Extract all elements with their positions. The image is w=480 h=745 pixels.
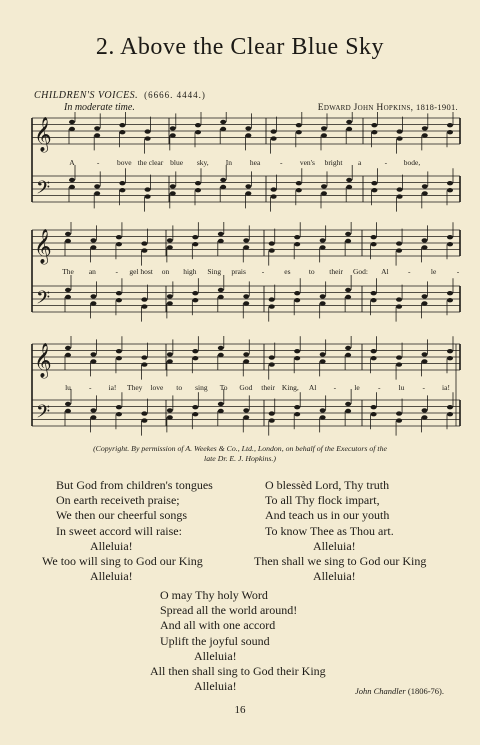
lyric-syllable: lu xyxy=(65,383,71,392)
notehead xyxy=(65,353,71,357)
notehead xyxy=(90,245,96,249)
notehead xyxy=(447,123,453,127)
lyric-syllable: - xyxy=(333,383,337,392)
notehead xyxy=(346,120,352,124)
notehead xyxy=(397,187,403,191)
notehead xyxy=(116,405,122,409)
verse-line: But God from children's tongues xyxy=(56,478,213,492)
notehead xyxy=(218,295,224,299)
notehead xyxy=(141,418,147,422)
lyric-syllable: God xyxy=(239,383,253,392)
notehead xyxy=(371,298,377,302)
notehead xyxy=(69,185,75,189)
notehead xyxy=(345,346,351,350)
notehead xyxy=(296,123,302,127)
notehead xyxy=(345,409,351,413)
system-2-lyrics xyxy=(62,267,460,276)
notehead xyxy=(269,411,275,415)
notehead xyxy=(145,194,151,198)
notehead xyxy=(218,288,224,292)
lyric-syllable: - xyxy=(88,383,92,392)
notehead xyxy=(141,355,147,359)
verse-line: O may Thy holy Word xyxy=(160,588,268,602)
notehead xyxy=(371,291,377,295)
notehead xyxy=(195,123,201,127)
notehead xyxy=(296,130,302,134)
notehead xyxy=(245,133,251,137)
notehead xyxy=(320,352,326,356)
notehead xyxy=(116,356,122,360)
verse-line: O blessèd Lord, Thy truth xyxy=(265,478,390,492)
notehead xyxy=(170,184,176,188)
notehead xyxy=(90,408,96,412)
lyric-syllable: - xyxy=(384,158,388,167)
verse-line: Uplift the joyful sound xyxy=(160,633,270,648)
notehead xyxy=(269,297,275,301)
notehead xyxy=(195,188,201,192)
notehead xyxy=(371,235,377,239)
notehead xyxy=(218,239,224,243)
notehead xyxy=(69,127,75,131)
verse-line: And all with one accord xyxy=(160,618,276,633)
treble-clef-icon: 𝄞 xyxy=(34,343,52,378)
verse-right xyxy=(254,478,427,584)
notehead xyxy=(269,362,275,366)
copyright-line-1: (Copyright. By permission of A. Weekes & Co., Ltd., London, on behalf of the Executors of the xyxy=(93,444,387,453)
lyric-syllable: In xyxy=(225,158,233,167)
notehead xyxy=(65,288,71,292)
bass-clef-icon: 𝄢 xyxy=(36,402,51,427)
notehead xyxy=(422,238,428,242)
notehead xyxy=(422,415,428,419)
lyric-syllable: their xyxy=(261,383,275,392)
notehead xyxy=(167,245,173,249)
notehead xyxy=(167,352,173,356)
bass-clef-icon: 𝄢 xyxy=(36,288,51,313)
notehead xyxy=(65,239,71,243)
notehead xyxy=(90,359,96,363)
notehead xyxy=(192,412,198,416)
notehead xyxy=(245,191,251,195)
notehead xyxy=(371,356,377,360)
notehead xyxy=(245,184,251,188)
system-2-notes xyxy=(65,222,453,322)
lyric-syllable: prais xyxy=(231,267,246,276)
verse-line: Alleluia! xyxy=(313,569,356,584)
notehead xyxy=(447,298,453,302)
lyric-syllable: God: xyxy=(353,267,368,276)
notehead xyxy=(346,178,352,182)
notehead xyxy=(192,405,198,409)
notehead xyxy=(320,301,326,305)
notehead xyxy=(116,291,122,295)
notehead xyxy=(220,127,226,131)
notehead xyxy=(218,402,224,406)
lyric-syllable: ia! xyxy=(108,383,117,392)
notehead xyxy=(447,181,453,185)
notehead xyxy=(345,239,351,243)
verse-line: To all Thy flock impart, xyxy=(265,493,380,508)
notehead xyxy=(371,123,377,127)
notehead xyxy=(119,130,125,134)
notehead xyxy=(320,408,326,412)
notehead xyxy=(90,294,96,298)
lyric-syllable: bode, xyxy=(403,158,421,167)
lyric-syllable: an xyxy=(88,267,96,276)
page-number: 16 xyxy=(234,704,246,716)
notehead xyxy=(397,129,403,133)
lyric-syllable: Al xyxy=(381,267,389,276)
copyright-notice xyxy=(40,444,440,464)
notehead xyxy=(65,295,71,299)
notehead xyxy=(269,304,275,308)
notehead xyxy=(422,133,428,137)
notehead xyxy=(320,238,326,242)
notehead xyxy=(371,405,377,409)
lyric-syllable: ia! xyxy=(442,383,450,392)
notehead xyxy=(447,188,453,192)
notehead xyxy=(345,402,351,406)
notehead xyxy=(447,291,453,295)
music-system-3 xyxy=(0,336,480,440)
lyric-syllable: es xyxy=(284,267,291,276)
notehead xyxy=(320,415,326,419)
system-3-notes xyxy=(65,336,453,436)
notehead xyxy=(167,408,173,412)
notehead xyxy=(119,181,125,185)
verse-line: Then shall we sing to God our King xyxy=(254,554,427,569)
author-credit xyxy=(355,686,444,696)
notehead xyxy=(345,353,351,357)
composer-dates: 1818-1901. xyxy=(416,102,458,112)
treble-clef-icon: 𝄞 xyxy=(34,117,52,152)
notehead xyxy=(65,346,71,350)
notehead xyxy=(69,120,75,124)
notehead xyxy=(145,129,151,133)
notehead xyxy=(245,126,251,130)
notehead xyxy=(218,353,224,357)
system-1-lyrics xyxy=(69,158,420,167)
notehead xyxy=(141,411,147,415)
lyric-syllable: Sing xyxy=(207,267,222,276)
notehead xyxy=(192,291,198,295)
hymn-title: 2. Above the Clear Blue Sky xyxy=(95,34,385,60)
notehead xyxy=(243,238,249,242)
lyric-syllable: sing xyxy=(195,383,208,392)
notehead xyxy=(294,298,300,302)
notehead xyxy=(396,248,402,252)
notehead xyxy=(294,349,300,353)
notehead xyxy=(371,242,377,246)
notehead xyxy=(422,191,428,195)
notehead xyxy=(145,136,151,140)
system-3-lyrics xyxy=(65,383,450,392)
notehead xyxy=(170,133,176,137)
notehead xyxy=(141,241,147,245)
notehead xyxy=(116,412,122,416)
notehead xyxy=(192,356,198,360)
notehead xyxy=(167,238,173,242)
notehead xyxy=(371,349,377,353)
lyric-syllable: lu xyxy=(398,383,405,392)
notehead xyxy=(141,248,147,252)
notehead xyxy=(141,362,147,366)
notehead xyxy=(90,301,96,305)
notehead xyxy=(94,191,100,195)
verse-line: All then shall sing to God their King xyxy=(150,664,326,679)
notehead xyxy=(345,232,351,236)
notehead xyxy=(167,359,173,363)
notehead xyxy=(90,415,96,419)
notehead xyxy=(116,298,122,302)
notehead xyxy=(116,242,122,246)
notehead xyxy=(116,235,122,239)
notehead xyxy=(218,232,224,236)
verse-line: Alleluia! xyxy=(313,538,356,553)
notehead xyxy=(65,409,71,413)
voices-label xyxy=(34,90,206,101)
lyric-syllable: A xyxy=(69,158,75,167)
notehead xyxy=(447,412,453,416)
notehead xyxy=(192,242,198,246)
verse-center xyxy=(150,588,326,694)
lyric-syllable: - xyxy=(96,158,100,167)
verse-line: Alleluia! xyxy=(90,538,133,553)
lyric-syllable: blue xyxy=(170,158,184,167)
verse-line: To know Thee as Thou art. xyxy=(265,523,394,538)
notehead xyxy=(396,355,402,359)
lyric-syllable: - xyxy=(378,383,381,392)
notehead xyxy=(422,126,428,130)
notehead xyxy=(447,130,453,134)
notehead xyxy=(141,304,147,308)
notehead xyxy=(119,123,125,127)
verse-line: Alleluia! xyxy=(194,679,237,694)
notehead xyxy=(243,301,249,305)
lyric-syllable: - xyxy=(261,267,265,276)
verse-line: Spread all the world around! xyxy=(160,603,298,618)
lyric-syllable: - xyxy=(422,383,426,392)
lyric-syllable: on xyxy=(161,267,170,276)
notehead xyxy=(371,412,377,416)
notehead xyxy=(396,411,402,415)
notehead xyxy=(220,178,226,182)
lyric-syllable: Al xyxy=(308,383,317,392)
author-dates: (1806-76). xyxy=(407,686,444,696)
notehead xyxy=(269,355,275,359)
notehead xyxy=(271,194,277,198)
notehead xyxy=(422,301,428,305)
notehead xyxy=(69,178,75,182)
notehead xyxy=(192,298,198,302)
verse-line: We then our cheerful songs xyxy=(56,508,187,523)
lyric-syllable: to xyxy=(176,383,183,392)
music-system-1 xyxy=(0,112,480,214)
notehead xyxy=(243,415,249,419)
notehead xyxy=(65,232,71,236)
notehead xyxy=(422,245,428,249)
notehead xyxy=(294,356,300,360)
notehead xyxy=(218,346,224,350)
notehead xyxy=(145,187,151,191)
notehead xyxy=(396,304,402,308)
notehead xyxy=(371,188,377,192)
notehead xyxy=(294,405,300,409)
notehead xyxy=(296,188,302,192)
notehead xyxy=(90,238,96,242)
notehead xyxy=(422,359,428,363)
notehead xyxy=(396,418,402,422)
notehead xyxy=(345,295,351,299)
notehead xyxy=(371,181,377,185)
composer-name: Edward John Hopkins, xyxy=(317,103,414,113)
notehead xyxy=(94,126,100,130)
notehead xyxy=(243,352,249,356)
lyric-syllable: love xyxy=(150,383,164,392)
lyric-syllable: gel host xyxy=(129,267,153,276)
notehead xyxy=(269,418,275,422)
notehead xyxy=(321,126,327,130)
lyric-syllable: sky, xyxy=(196,158,209,167)
notehead xyxy=(447,235,453,239)
notehead xyxy=(396,241,402,245)
notehead xyxy=(371,130,377,134)
tempo-marking: In moderate time. xyxy=(64,102,135,113)
notehead xyxy=(195,130,201,134)
notehead xyxy=(271,129,277,133)
notehead xyxy=(94,133,100,137)
verse-line: Alleluia! xyxy=(194,648,237,663)
notehead xyxy=(243,294,249,298)
lyric-syllable: their xyxy=(329,267,343,276)
copyright-line-2: late Dr. E. J. Hopkins.) xyxy=(204,454,276,463)
notehead xyxy=(321,191,327,195)
notehead xyxy=(294,291,300,295)
notehead xyxy=(321,133,327,137)
verse-line: And teach us in our youth xyxy=(265,508,390,523)
treble-clef-icon: 𝄞 xyxy=(34,229,52,264)
notehead xyxy=(220,185,226,189)
notehead xyxy=(396,297,402,301)
notehead xyxy=(65,402,71,406)
lyric-syllable: To xyxy=(219,383,228,392)
lyric-syllable: a xyxy=(358,158,362,167)
notehead xyxy=(218,409,224,413)
bass-staff xyxy=(32,176,460,202)
voices-text: CHILDREN'S VOICES. xyxy=(34,90,139,101)
notehead xyxy=(294,412,300,416)
verse-line: On earth receiveth praise; xyxy=(56,493,180,508)
notehead xyxy=(422,184,428,188)
notehead xyxy=(397,194,403,198)
lyric-syllable: bove xyxy=(117,158,132,167)
lyric-syllable: - xyxy=(408,267,411,276)
notehead xyxy=(397,136,403,140)
notehead xyxy=(195,181,201,185)
notehead xyxy=(167,415,173,419)
verse-line: We too will sing to God our King xyxy=(42,554,203,569)
lyric-syllable: le xyxy=(430,267,437,276)
notehead xyxy=(320,359,326,363)
lyric-syllable: to xyxy=(308,267,315,276)
notehead xyxy=(167,301,173,305)
notehead xyxy=(269,241,275,245)
lyric-syllable: - xyxy=(115,267,118,276)
notehead xyxy=(422,352,428,356)
notehead xyxy=(296,181,302,185)
notehead xyxy=(320,245,326,249)
lyric-syllable: They xyxy=(126,383,143,392)
notehead xyxy=(345,288,351,292)
notehead xyxy=(271,136,277,140)
notehead xyxy=(396,362,402,366)
author-name: John Chandler xyxy=(354,686,406,696)
notehead xyxy=(192,349,198,353)
notehead xyxy=(243,359,249,363)
lyric-syllable: le xyxy=(354,383,360,392)
notehead xyxy=(346,185,352,189)
bass-clef-icon: 𝄢 xyxy=(36,178,51,203)
notehead xyxy=(447,242,453,246)
notehead xyxy=(192,235,198,239)
notehead xyxy=(346,127,352,131)
lyric-syllable: high xyxy=(183,267,197,276)
notehead xyxy=(167,294,173,298)
notehead xyxy=(422,408,428,412)
verse-left xyxy=(42,478,213,584)
notehead xyxy=(294,242,300,246)
verse-line: In sweet accord will raise: xyxy=(56,523,182,538)
lyric-syllable: the clear xyxy=(137,158,164,167)
lyric-syllable: King, xyxy=(281,383,299,392)
notehead xyxy=(269,248,275,252)
notehead xyxy=(271,187,277,191)
lyric-syllable: - xyxy=(456,267,460,276)
notehead xyxy=(119,188,125,192)
notehead xyxy=(447,356,453,360)
lyric-syllable: hea xyxy=(249,158,261,167)
notehead xyxy=(116,349,122,353)
music-system-2 xyxy=(0,222,480,324)
notehead xyxy=(447,349,453,353)
lyric-syllable: The xyxy=(62,267,74,276)
lyric-syllable: - xyxy=(279,158,283,167)
lyric-syllable: bright xyxy=(324,158,343,167)
verse-line: Alleluia! xyxy=(90,569,133,584)
notehead xyxy=(170,126,176,130)
notehead xyxy=(243,245,249,249)
notehead xyxy=(243,408,249,412)
notehead xyxy=(90,352,96,356)
notehead xyxy=(294,235,300,239)
notehead xyxy=(220,120,226,124)
notehead xyxy=(422,294,428,298)
treble-staff xyxy=(32,118,460,144)
notehead xyxy=(321,184,327,188)
notehead xyxy=(320,294,326,298)
notehead xyxy=(94,184,100,188)
notehead xyxy=(447,405,453,409)
notehead xyxy=(170,191,176,195)
notehead xyxy=(141,297,147,301)
time-signature-text: (6666. 4444.) xyxy=(144,90,206,100)
lyric-syllable: ven's xyxy=(299,158,315,167)
